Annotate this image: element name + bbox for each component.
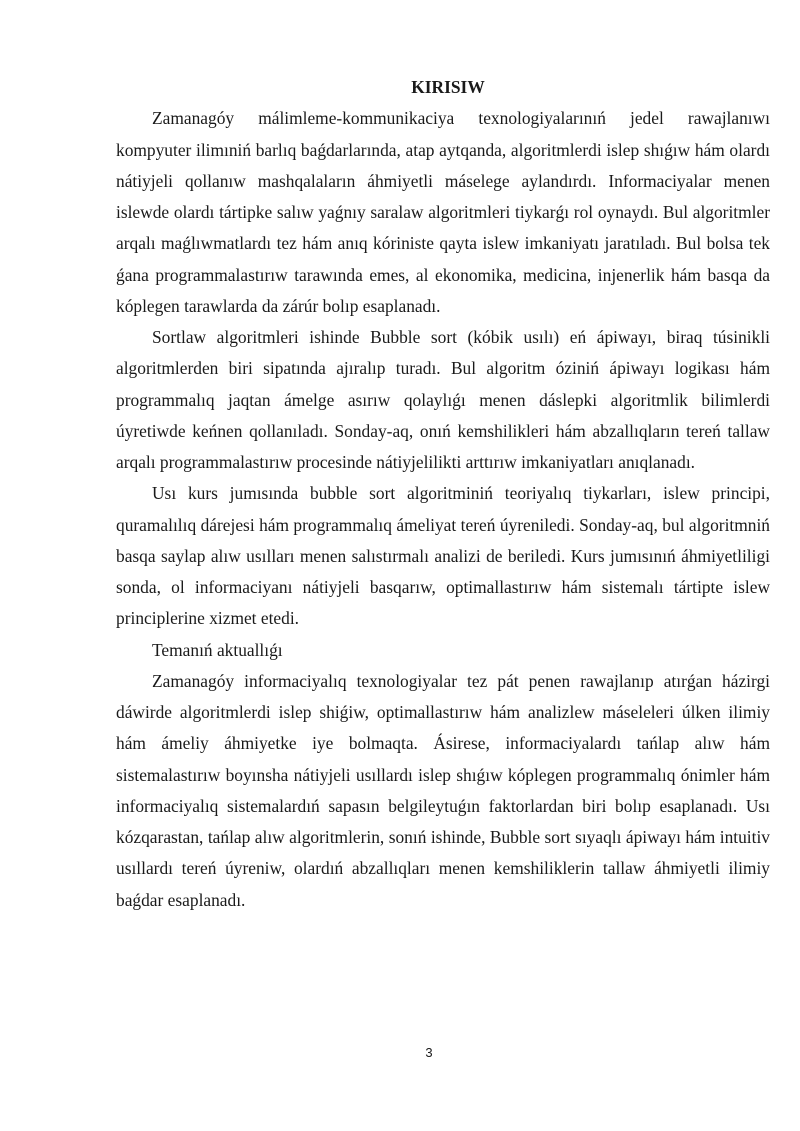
paragraph-relevance: Zamanagóy informaciyalıq texnologiyalar tez pát penen rawajlanıp atırǵan házirgi dáwirde algoritmlerdi islep shiǵiw, optimallastırıw hám analizlew máseleleri úlken ilimiy hám ámeliy áhmiyetke iye bolmaqta. Ásirese, informaciyalardı tańlap alıw hám sistemalastırıw boyınsha nátiyjeli usıllardı islep shıǵıw kóplegen programmalıq ónimler hám informaciyalıq sistemalardıń sapasın belgileytuǵın faktorlardan biri bolıp esaplanadı. Usı kózqarastan, tańlap alıw algoritmlerin, sonıń ishinde, Bubble sort sıyaqlı ápiwayı hám intuitiv usıllardı tereń úyreniw, olardıń abzallıqları menen kemshiliklerin tallaw áhmiyetli ilimiy baǵdar esaplanadı. xyxy=(116,670,770,910)
document-page xyxy=(116,72,770,916)
subheading-relevance: Temanıń aktuallıǵı xyxy=(152,639,283,660)
page-number: 3 xyxy=(425,1045,433,1060)
section-title: KIRISIW xyxy=(411,77,485,97)
paragraph-bubble-sort: Sortlaw algoritmleri ishinde Bubble sort (kóbik usılı) eń ápiwayı, biraq túsinikli algoritmlerden biri sipatında ajıralıp turadı. Bul algoritm óziniń ápiwayı logikası hám programmalıq jaqtan ámelge asırıw qolaylıǵı menen dáslepki algoritmlik bilimlerdi úyretiwde keńnen qollanıladı. Sonday-aq, onıń kemshilikleri hám abzallıqların tereń tallaw arqalı programmalastırıw procesinde nátiyjelilikti arttırıw imkaniyatları anıqlanadı. xyxy=(116,327,770,472)
paragraph-intro: Zamanagóy málimleme-kommunikaciya texnologiyalarınıń jedel rawajlanıwı kompyuter ilimıniń barlıq baǵdarlarında, atap aytqanda, algoritmlerdi islep shıǵıw hám olardı nátiyjeli qollanıw mashqalaların áhmiyetli máselege aylandırdı. Informaciyalar menen islewde olardı tártipke salıw yaǵnıy saralaw algoritmleri tiykarǵı rol oynaydı. Bul algoritmler arqalı maǵlıwmatlardı tez hám anıq kóriniste qayta islew imkaniyatı jaratıladı. Bul bolsa tek ǵana programmalastırıw tarawında emes, al ekonomika, medicina, injenerlik hám basqa da kóplegen tarawlarda da zárúr bolıp esaplanadı. xyxy=(116,108,770,316)
paragraph-course-work: Usı kurs jumısında bubble sort algoritminiń teoriyalıq tiykarları, islew principi, quramalılıq dárejesi hám programmalıq ámeliyat tereń úyreniledi. Sonday-aq, bul algoritmniń basqa saylap alıw usılları menen salıstırmalı analizi de beriledi. Kurs jumısınıń áhmiyetliligi sonda, ol informaciyanı nátiyjeli basqarıw, optimallastırıw hám sistemalı tártipte islew principlerine xizmet etedi. xyxy=(116,483,770,629)
